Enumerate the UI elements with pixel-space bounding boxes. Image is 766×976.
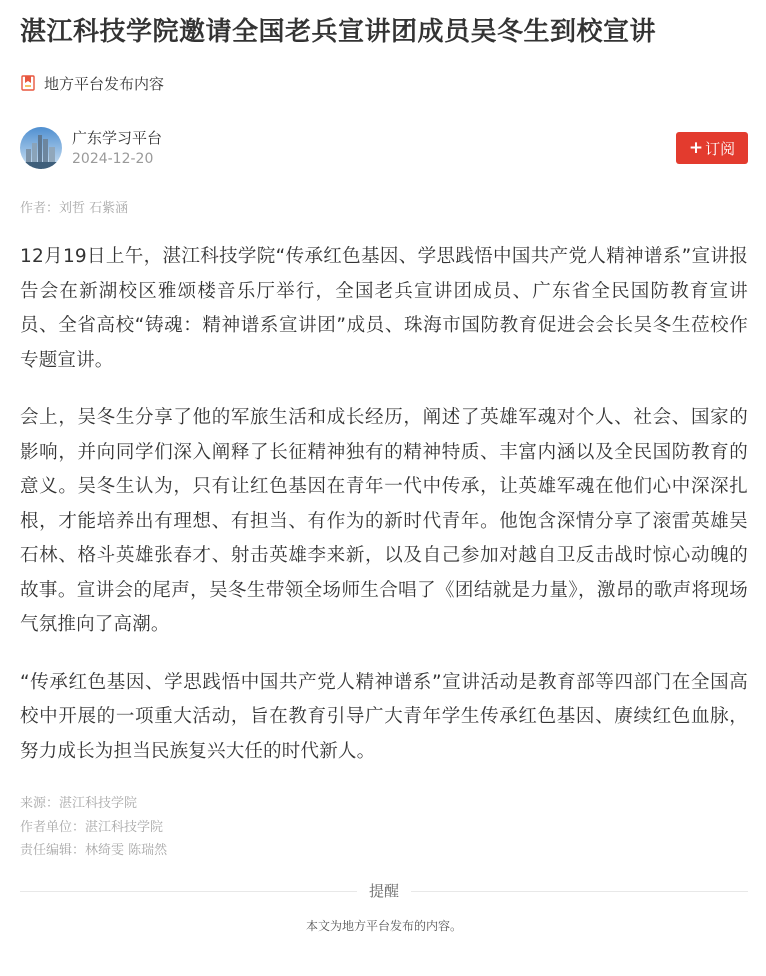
reminder-text: 本文为地方平台发布的内容。 — [305, 918, 462, 933]
platform-tag-label: 地方平台发布内容 — [44, 74, 165, 93]
article-meta — [20, 792, 748, 863]
source-line: 来源：湛江科技学院 — [20, 796, 138, 811]
publisher-meta — [72, 127, 162, 169]
author-unit-line: 作者单位：湛江科技学院 — [20, 819, 164, 835]
paragraph-2: 会上，吴冬生分享了他的军旅生活和成长经历，阐述了英雄军魂对个人、社会、国家的影响，并向同学们深入阐释了长征精神独有的精神特质、丰富内涵以及全民国防教育的意义。吴冬生认为，只有让红色基因在青年一代中传承，让英雄军魂在他们心中深深扎根，才能培养出有理想、有担当、有作为的新时代青年。他饱含深情分享了滚雷英雄吴石林、格斗英雄张春才、射击英雄李来新，以及自己参加对越自卫反击战时惊心动魄的故事。宣讲会的尾声，吴冬生带领全场师生合唱了《团结就是力量》，激昂的歌声将现场气氛推向了高潮。 — [20, 407, 748, 635]
byline-authors: 刘哲 石紫涵 — [59, 201, 129, 216]
platform-tag — [20, 72, 748, 94]
reminder-title: 提醒 — [357, 880, 411, 901]
page-title: 湛江科技学院邀请全国老兵宣讲团成员吴冬生到校宣讲 — [20, 17, 657, 47]
byline-label: 作者： — [20, 201, 60, 216]
reminder-divider — [20, 879, 748, 903]
plus-icon: + — [688, 138, 704, 158]
paragraph-1: 12月19日上午，湛江科技学院“传承红色基因、学思践悟中国共产党人精神谱系”宣讲报告会在新湖校区雅颂楼音乐厅举行，全国老兵宣讲团成员、广东省全民国防教育宣讲员、全省高校“铸魂：精神谱系宣讲团”成员、珠海市国防教育促进会会长吴冬生莅校作专题宣讲。 — [20, 246, 748, 371]
byline — [20, 200, 748, 218]
local-platform-icon — [20, 75, 36, 91]
publisher-row — [20, 126, 748, 170]
subscribe-label: 订阅 — [705, 139, 736, 158]
editor-line: 责任编辑：林绮雯 陈瑞然 — [20, 843, 168, 858]
article-body — [20, 240, 748, 769]
publisher-name[interactable]: 广东学习平台 — [72, 129, 163, 147]
avatar[interactable] — [20, 127, 62, 169]
publish-date: 2024-12-20 — [72, 151, 154, 167]
paragraph-3: “传承红色基因、学思践悟中国共产党人精神谱系”宣讲活动是教育部等四部门在全国高校中开展的一项重大活动，旨在教育引导广大青年学生传承红色基因、赓续红色血脉，努力成长为担当民族复兴大任的时代新人。 — [20, 671, 748, 762]
subscribe-button[interactable] — [676, 132, 748, 164]
